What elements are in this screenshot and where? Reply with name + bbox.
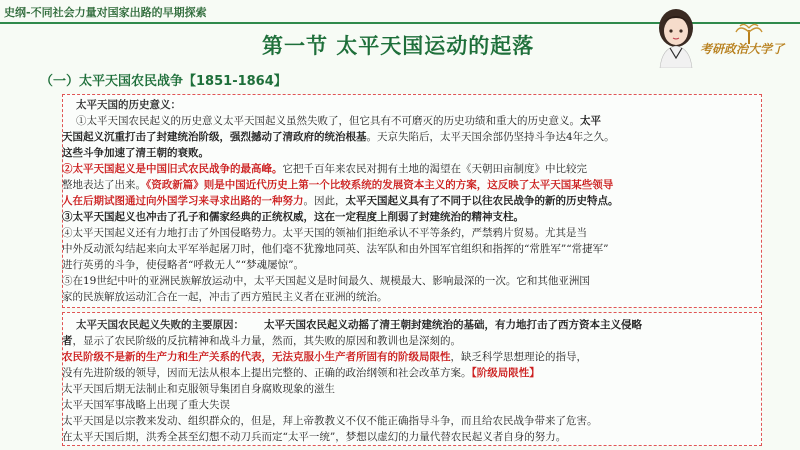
- text-line: [62, 273, 590, 289]
- significance-label: 太平天国的历史意义：: [76, 99, 181, 111]
- text-span: 太平天国农民起义动摇了清王朝封建统治的基础，有力地打击了西方资本主义侵略: [264, 319, 642, 331]
- text-span: 农民阶级不是新的生产力和生产关系的代表，无法克服小生产者所固有的阶级局限性: [62, 351, 451, 363]
- text-span: 没有先进阶级的领导，因而无法从根本上提出完整的、正确的政治纲领和社会改革方案。: [62, 367, 472, 379]
- text-line: [76, 113, 601, 129]
- text-line: [62, 177, 613, 193]
- section-heading: [40, 70, 287, 89]
- text-span: 整地表达了出来。: [62, 179, 146, 191]
- brand-logo: [700, 22, 800, 62]
- section-years: 【1851-1864】: [183, 74, 287, 89]
- text-line: [62, 145, 209, 161]
- text-line: [62, 413, 598, 429]
- text-span: ③太平天国起义也冲击了孔子和儒家经典的正统权威，这在一定程度上削弱了封建统治的精神支柱。: [62, 211, 524, 223]
- logo-text: 考研政治大学了: [700, 42, 785, 56]
- text-span: 它把千百年来农民对拥有土地的渴望在《天朝田亩制度》中比较完: [282, 163, 587, 175]
- failure-label: 太平天国农民起义失败的主要原因：: [76, 319, 244, 331]
- text-span: ，缺乏科学思想理论的指导，: [450, 351, 587, 363]
- text-span: ②太平天国起义是中国旧式农民战争的最高峰。: [62, 163, 283, 175]
- text-line: [62, 209, 524, 225]
- text-span: ⑤在19世纪中叶的亚洲民族解放运动中，太平天国起义是时间最久、规模最大、影响最深的一次。它和其他亚洲国: [62, 275, 590, 287]
- text-line: [62, 333, 461, 349]
- text-span: 太平天国军事战略上出现了重大失误: [62, 399, 230, 411]
- text-line: [62, 257, 304, 273]
- text-span: 。因此，: [303, 195, 346, 207]
- text-span: ①太平天国农民起义的历史意义太平天国起义虽然失败了，但它具有不可磨灭的历史功绩和重大的历史意义。: [76, 115, 580, 127]
- text-line: [62, 161, 587, 177]
- text-line: [62, 193, 619, 209]
- text-line: [62, 429, 566, 445]
- page-title: 第一节 太平天国运动的起落: [262, 33, 535, 58]
- text-line: [62, 349, 587, 365]
- breadcrumb: 史纲-不同社会力量对国家出路的早期探索: [4, 6, 207, 19]
- text-span: 太平天国起义具有了不同于以往农民战争的新的历史特点。: [345, 195, 619, 207]
- text-line: [62, 225, 587, 241]
- text-span: 太平天国是以宗教来发动、组织群众的，但是，拜上帝教教义不仅不能正确指导斗争，而且给农民战争带来了危害。: [62, 415, 598, 427]
- text-span: 进行英勇的斗争，使侵略者“呼救无人”“梦魂屡惊”。: [62, 259, 304, 271]
- text-span: 《资政新篇》则是中国近代历史上第一个比较系统的发展资本主义的方案，这反映了太平天国某些领导: [146, 179, 614, 191]
- text-span: 天国起义沉重打击了封建统治阶级，强烈撼动了清政府的统治根基: [62, 131, 367, 143]
- text-line: [62, 365, 540, 381]
- text-span: 者: [62, 335, 73, 347]
- section-title: （一）太平天国农民战争: [40, 74, 184, 89]
- text-span: 太平: [580, 115, 601, 127]
- text-line: [62, 129, 615, 145]
- text-span: ，显示了农民阶级的反抗精神和战斗力量，然而，其失败的原因和教训也是深刻的。: [72, 335, 461, 347]
- text-line: [62, 381, 335, 397]
- text-span: 【阶级局限性】: [471, 367, 540, 379]
- text-span: 中外反动派勾结起来向太平军举起屠刀时，他们毫不犹豫地同英、法军队和由外国军官组织和指挥的“常胜军”“常捷军”: [62, 243, 609, 255]
- text-span: 人在后期试图通过向外国学习来寻求出路的一种努力: [62, 195, 304, 207]
- text-line: [62, 241, 608, 257]
- text-span: 家的民族解放运动汇合在一起，冲击了西方殖民主义者在亚洲的统治。: [62, 291, 388, 303]
- text-span: 。天京失陷后，太平天国余部仍坚持斗争达4年之久。: [366, 131, 615, 143]
- text-span: ④太平天国起义还有力地打击了外国侵略势力。太平天国的领袖们拒绝承认不平等条约，严禁鸦片贸易。尤其是当: [62, 227, 587, 239]
- text-line: [62, 397, 230, 413]
- text-span: 在太平天国后期，洪秀全甚至幻想不动刀兵而定“太平一统”，梦想以虚幻的力量代替农民起义者自身的努力。: [62, 431, 567, 443]
- teacher-avatar: [654, 6, 698, 68]
- text-line: [264, 317, 642, 333]
- text-span: 这些斗争加速了清王朝的衰败。: [62, 147, 209, 159]
- text-span: 太平天国后期无法制止和克服领导集团自身腐败现象的滋生: [62, 383, 335, 395]
- text-line: [62, 289, 388, 305]
